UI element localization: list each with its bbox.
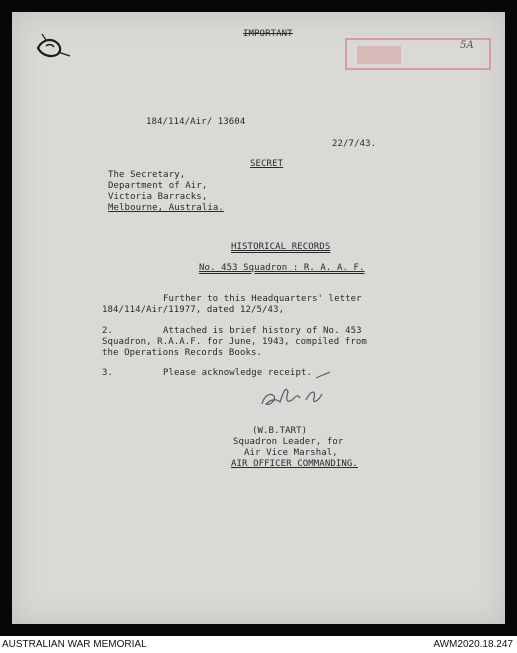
- paragraph-3-text: Please acknowledge receipt.: [163, 368, 312, 378]
- paragraph-1-line-2: 184/114/Air/11977, dated 12/5/43,: [102, 305, 285, 315]
- signatory-name: (W.B.TART): [252, 426, 308, 436]
- footer-left: AUSTRALIAN WAR MEMORIAL: [2, 639, 147, 650]
- header-word: IMPORTANT: [243, 29, 293, 39]
- document-subheading: No. 453 Squadron : R. A. A. F.: [199, 263, 365, 273]
- paragraph-2-number: 2.: [102, 326, 114, 336]
- signatory-for: Air Vice Marshal,: [244, 448, 338, 458]
- paragraph-3-number: 3.: [102, 368, 114, 378]
- paragraph-2-line-2: Squadron, R.A.A.F. for June, 1943, compiled from: [102, 337, 367, 347]
- footer-right: AWM2020.18.247: [433, 639, 513, 650]
- signatory-title: AIR OFFICER COMMANDING.: [231, 459, 358, 469]
- document-heading: HISTORICAL RECORDS: [231, 242, 331, 252]
- addressee-line-3: Victoria Barracks,: [108, 192, 208, 202]
- stamp-mark: [357, 46, 401, 64]
- corner-mark: 5A: [460, 40, 474, 51]
- file-reference: 184/114/Air/ 13604: [146, 117, 246, 127]
- classification: SECRET: [250, 159, 284, 169]
- addressee-line-1: The Secretary,: [108, 170, 186, 180]
- addressee-line-2: Department of Air,: [108, 181, 208, 191]
- document-page: [12, 12, 505, 624]
- paragraph-2-line-3: the Operations Records Books.: [102, 348, 263, 358]
- handwritten-signature: [256, 370, 342, 414]
- letter-date: 22/7/43.: [332, 139, 377, 149]
- addressee-line-4: Melbourne, Australia.: [108, 203, 224, 213]
- signatory-rank: Squadron Leader, for: [233, 437, 344, 447]
- paragraph-2-line-1: Attached is brief history of No. 453: [163, 326, 362, 336]
- clip-mark-icon: [32, 26, 76, 62]
- paragraph-1-line-1: Further to this Headquarters' letter: [163, 294, 362, 304]
